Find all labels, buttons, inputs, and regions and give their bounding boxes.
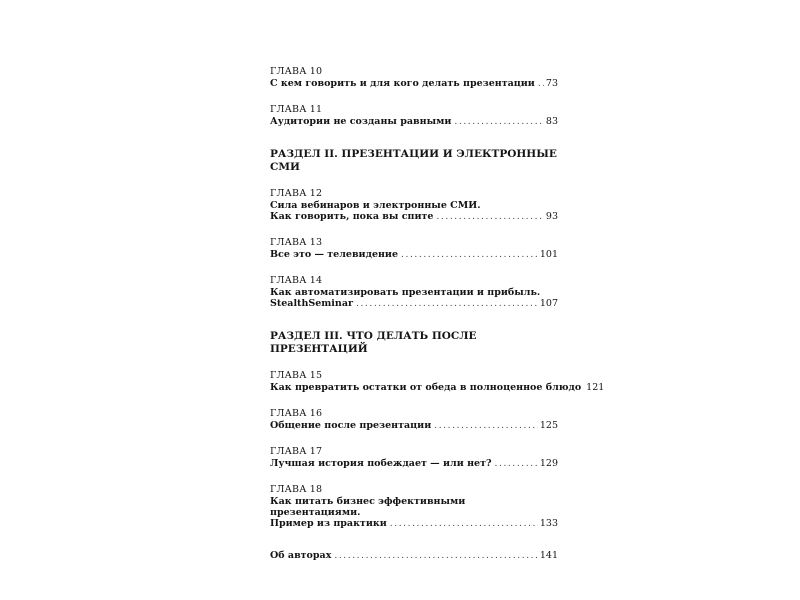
chapter-label: ГЛАВА 14 xyxy=(270,275,323,286)
dot-leader xyxy=(538,79,544,90)
section-heading-3: РАЗДЕЛ III. ЧТО ДЕЛАТЬ ПОСЛЕ ПРЕЗЕНТАЦИЙ xyxy=(270,330,477,355)
page-number: 93 xyxy=(545,211,558,222)
toc-line xyxy=(270,116,558,128)
toc-entry-chapter-12 xyxy=(270,188,558,223)
page-number: 125 xyxy=(539,420,558,431)
page-number: 73 xyxy=(545,78,558,89)
chapter-title-line: Сила вебинаров и электронные СМИ. xyxy=(270,200,481,211)
chapter-title: Лучшая история побеждает — или нет? xyxy=(270,458,492,469)
toc-entry-chapter-11 xyxy=(270,104,558,128)
toc-line xyxy=(270,458,558,470)
toc-line xyxy=(270,211,558,223)
toc-line xyxy=(270,249,558,261)
toc-entry-chapter-17 xyxy=(270,446,558,470)
toc-line xyxy=(270,382,605,394)
chapter-title: Как превратить остатки от обеда в полноценное блюдо xyxy=(270,382,582,393)
chapter-title: Пример из практики xyxy=(270,518,387,529)
chapter-title-line: Как автоматизировать презентации и прибыль. xyxy=(270,287,541,298)
chapter-title: Аудитории не созданы равными xyxy=(270,116,452,127)
section-heading-2: РАЗДЕЛ II. ПРЕЗЕНТАЦИИ И ЭЛЕКТРОННЫЕ СМИ xyxy=(270,148,557,173)
page-number: 133 xyxy=(539,518,558,529)
dot-leader xyxy=(454,117,544,128)
dot-leader xyxy=(390,519,538,530)
chapter-title: С кем говорить и для кого делать презентации xyxy=(270,78,535,89)
page-number: 83 xyxy=(545,116,558,127)
toc-entry-chapter-15 xyxy=(270,370,605,394)
toc-entry-chapter-10 xyxy=(270,66,558,90)
chapter-title: StealthSeminar xyxy=(270,298,353,309)
chapter-label: ГЛАВА 13 xyxy=(270,237,323,248)
chapter-label: ГЛАВА 11 xyxy=(270,104,323,115)
chapter-title: Все это — телевидение xyxy=(270,249,399,260)
dot-leader xyxy=(334,551,537,562)
toc-line xyxy=(270,78,558,90)
chapter-label: ГЛАВА 17 xyxy=(270,446,323,457)
page-number: 101 xyxy=(539,249,558,260)
dot-leader xyxy=(434,421,538,432)
chapter-label: ГЛАВА 15 xyxy=(270,370,323,381)
toc-line xyxy=(270,420,558,432)
chapter-title-line: Как питать бизнес эффективными презентациями. xyxy=(270,496,466,518)
toc-entry-chapter-16 xyxy=(270,408,558,432)
dot-leader xyxy=(401,250,538,261)
chapter-label: ГЛАВА 18 xyxy=(270,484,323,495)
chapter-label: ГЛАВА 12 xyxy=(270,188,323,199)
table-of-contents xyxy=(270,66,605,576)
page-number: 129 xyxy=(539,458,558,469)
dot-leader xyxy=(495,459,538,470)
page-number: 141 xyxy=(539,550,558,561)
toc-entry-chapter-13 xyxy=(270,237,558,261)
dot-leader xyxy=(356,299,538,310)
page-number: 121 xyxy=(586,382,605,393)
chapter-label: ГЛАВА 16 xyxy=(270,408,323,419)
chapter-title: Как говорить, пока вы спите xyxy=(270,211,434,222)
toc-entry-about-authors xyxy=(270,550,558,562)
chapter-label: ГЛАВА 10 xyxy=(270,66,323,77)
dot-leader xyxy=(436,212,543,223)
page-number: 107 xyxy=(539,298,558,309)
toc-line xyxy=(270,518,558,530)
toc-entry-chapter-18 xyxy=(270,484,558,530)
chapter-title: Об авторах xyxy=(270,550,332,561)
chapter-title: Общение после презентации xyxy=(270,420,432,431)
toc-line xyxy=(270,550,558,562)
toc-line xyxy=(270,298,558,310)
toc-entry-chapter-14 xyxy=(270,275,558,310)
